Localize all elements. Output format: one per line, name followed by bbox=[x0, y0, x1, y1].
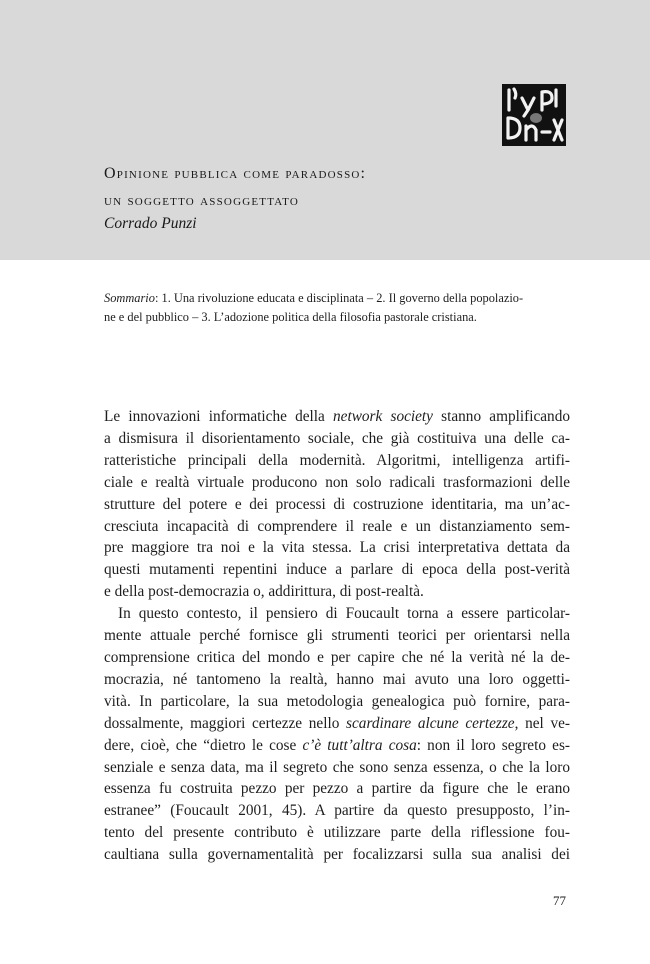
page-number: 77 bbox=[553, 893, 566, 908]
body-line: essenza fu costruita pezzo per pezzo a partire da figure che le erano bbox=[104, 780, 570, 798]
body-text-run: : non il loro segreto es- bbox=[416, 736, 570, 754]
body-line: ciale e realtà virtuale producono non solo radicali trasformazioni delle bbox=[104, 473, 570, 491]
body-line: mente attuale perché fornisce gli strumenti teorici per orientarsi nella bbox=[104, 627, 570, 645]
summary-line-1-text: : 1. Una rivoluzione educata e disciplinata – 2. Il governo della popolazio- bbox=[154, 291, 524, 305]
body-text-run: dere, cioè, che “dietro le cose bbox=[104, 736, 303, 754]
body-text-run: dossalmente, maggiori certezze nello bbox=[104, 714, 347, 732]
body-line: mocrazia, né tantomeno la realtà, hanno mai avuto una loro oggetti- bbox=[104, 670, 570, 688]
body-text-italic: c’è tutt’altra cosa bbox=[302, 736, 417, 754]
body-line: ratteristiche principali della modernità. Algoritmi, intelligenza artifi- bbox=[104, 451, 570, 469]
body-line: pre maggiore tra noi e la vita stessa. La crisi interpretativa dettata da bbox=[104, 539, 570, 557]
body-text-italic: scardinare alcune certezze bbox=[346, 714, 515, 732]
article-title-line-2: un soggetto assoggettato bbox=[104, 192, 300, 209]
body-line: In questo contesto, il pensiero di Foucault torna a essere particolar- bbox=[118, 605, 570, 623]
summary-line-1 bbox=[104, 289, 574, 308]
body-line: caultiana sulla governamentalità per focalizzarsi sulla sua analisi dei bbox=[104, 846, 570, 864]
summary-lead: Sommario bbox=[104, 291, 155, 305]
body-line: comprensione critica del mondo e per capire che né la verità né la de- bbox=[104, 648, 570, 666]
body-line bbox=[104, 713, 570, 735]
body-line: senziale e senza data, ma il segreto che sono senza essenza, o che la loro bbox=[104, 758, 570, 776]
body-line: cresciuta incapacità di comprendere il reale e un distanziamento sem- bbox=[104, 517, 570, 535]
summary-line-2: ne e del pubblico – 3. L’adozione politica della filosofia pastorale cristiana. bbox=[104, 310, 477, 324]
body-text-run: , nel ve- bbox=[514, 714, 570, 732]
body-text bbox=[104, 406, 570, 866]
article-title bbox=[104, 160, 544, 214]
summary bbox=[104, 289, 574, 327]
article-title-line-1: Opinione pubblica come paradosso: bbox=[104, 165, 367, 182]
body-line: a dismisura il disorientamento sociale, che già costituiva una delle ca- bbox=[104, 429, 570, 447]
body-line bbox=[104, 406, 570, 428]
body-line: questi mutamenti repentini induce a parlare di epoca della post-verità bbox=[104, 561, 570, 579]
body-line: e della post-democrazia o, addirittura, di post-realtà. bbox=[104, 583, 424, 601]
journal-logo-icon bbox=[502, 84, 566, 146]
body-text-run: stanno amplificando bbox=[432, 408, 571, 425]
body-line: tento del presente contributo è utilizzare parte della riflessione fou- bbox=[104, 824, 570, 842]
author-name: Corrado Punzi bbox=[104, 215, 197, 232]
body-line bbox=[104, 735, 570, 757]
body-line: vità. In particolare, la sua metodologia genealogica può fornire, para- bbox=[104, 692, 570, 710]
body-text-run: Le innovazioni informatiche della bbox=[104, 408, 334, 425]
body-line: estranee” (Foucault 2001, 45). A partire da questo presupposto, l’in- bbox=[104, 802, 570, 820]
body-text-italic: network society bbox=[333, 408, 433, 425]
body-line: strutture del potere e dei processi di costruzione identitaria, ma un’ac- bbox=[104, 495, 570, 513]
